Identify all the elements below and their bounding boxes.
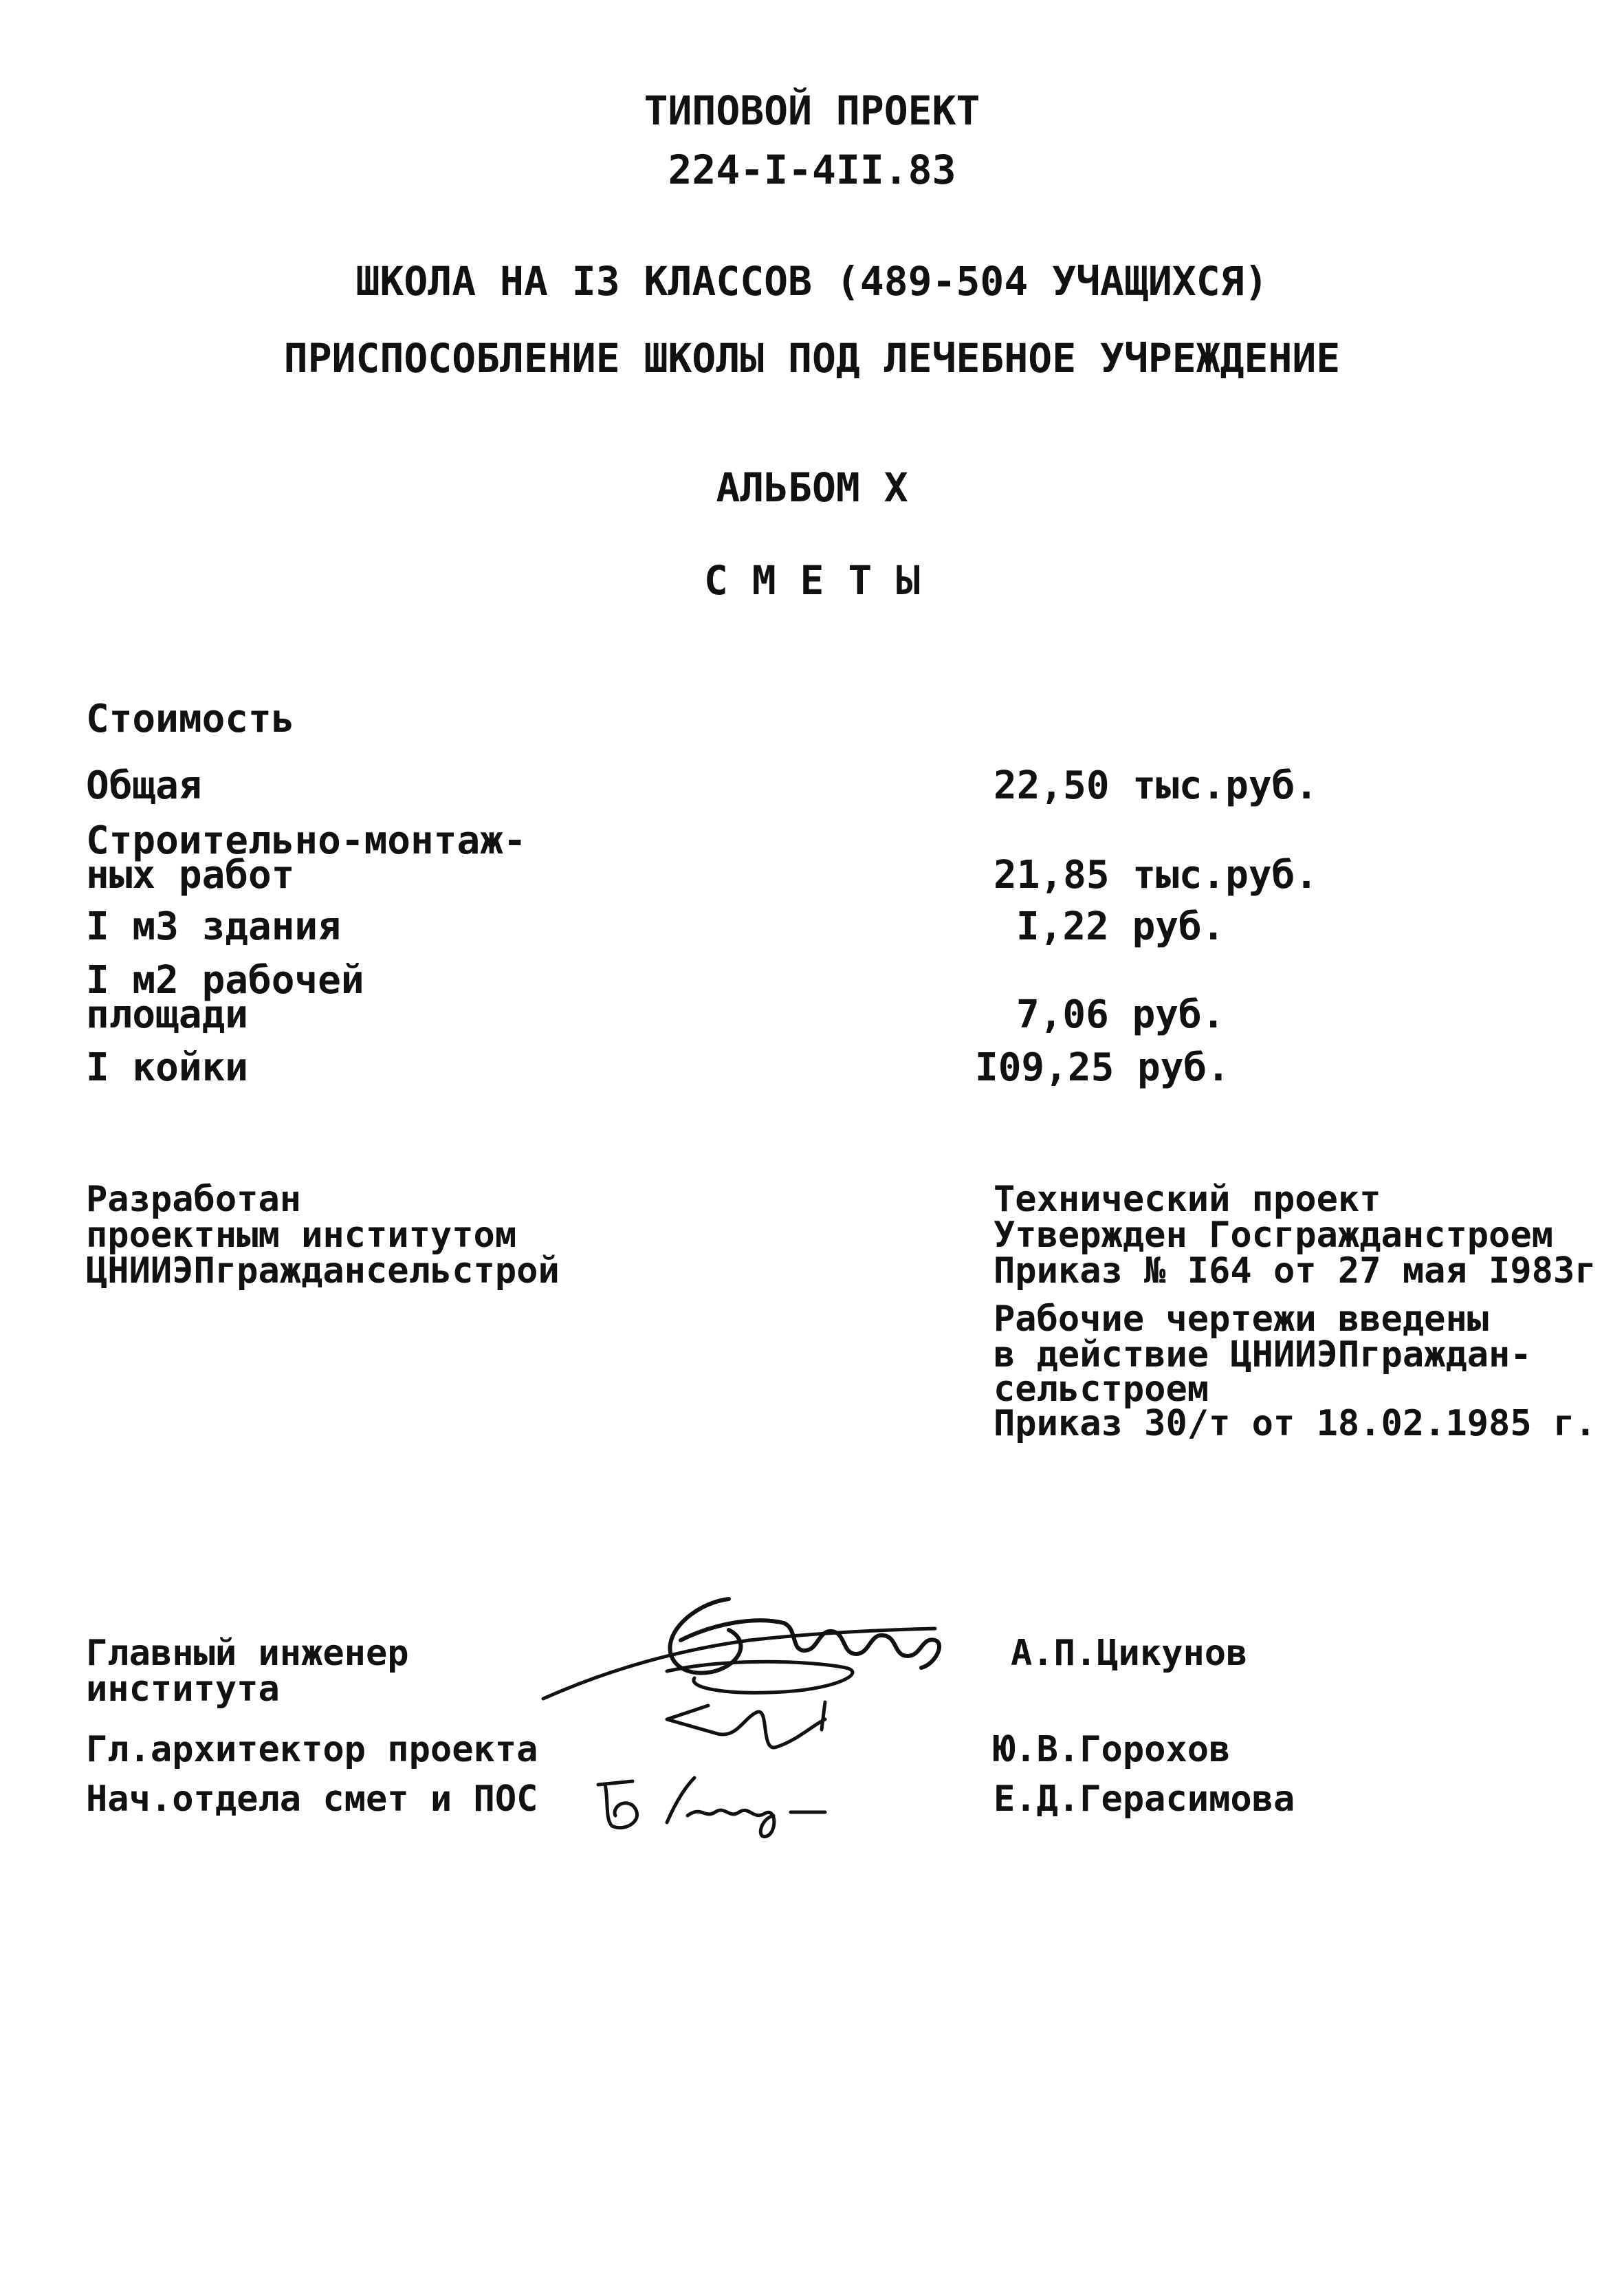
cost-row-label: Строительно-монтаж- bbox=[86, 818, 527, 863]
approval-line7: Приказ 30/т от 18.02.1985 г. bbox=[994, 1403, 1596, 1444]
approval-line1: Технический проект bbox=[994, 1179, 1381, 1220]
cost-row-value: I09,25 руб. bbox=[975, 1045, 1230, 1090]
cost-row-label: I койки bbox=[86, 1045, 249, 1090]
album-label: АЛЬБОМ X bbox=[716, 464, 908, 511]
cost-row-label: I м2 рабочей bbox=[86, 958, 364, 1003]
cost-row-value: 21,85 тыс.руб. bbox=[994, 853, 1319, 897]
developer-line1: Разработан bbox=[86, 1179, 302, 1220]
project-number: 224-I-4II.83 bbox=[668, 146, 956, 193]
document-title-line1: ШКОЛА НА I3 КЛАССОВ (489-504 УЧАЩИХСЯ) bbox=[355, 258, 1269, 305]
document-title-line2: ПРИСПОСОБЛЕНИЕ ШКОЛЫ ПОД ЛЕЧЕБНОЕ УЧРЕЖДЕНИЕ bbox=[283, 335, 1341, 382]
approval-line5: в действие ЦНИИЭПграждан- bbox=[994, 1334, 1532, 1375]
signatory-role-1: Главный инженер bbox=[86, 1633, 409, 1674]
cost-row-label: I м3 здания bbox=[86, 904, 341, 949]
document-type: ТИПОВОЙ ПРОЕКТ bbox=[644, 87, 980, 134]
cost-row-value: 7,06 руб. bbox=[1016, 992, 1225, 1037]
signatory-name-3: Е.Д.Герасимова bbox=[994, 1778, 1295, 1820]
cost-row-label-cont: ных работ bbox=[86, 853, 295, 897]
approval-line2: Утвержден Госгражданстроем bbox=[994, 1215, 1553, 1256]
cost-row-value: I,22 руб. bbox=[1016, 904, 1225, 949]
handwritten-signature-3 bbox=[584, 1757, 859, 1847]
approval-line6: сельстроем bbox=[994, 1369, 1209, 1410]
cost-row-value: 22,50 тыс.руб. bbox=[994, 763, 1319, 808]
cost-heading: Стоимость bbox=[86, 697, 295, 741]
signatory-name-1: А.П.Цикунов bbox=[1011, 1633, 1248, 1674]
signatory-role-3: Нач.отдела смет и ПОС bbox=[86, 1778, 538, 1820]
developer-line2: проектным институтом bbox=[86, 1215, 517, 1256]
signatory-role-1-cont: института bbox=[86, 1668, 280, 1710]
cost-row-label-cont: площади bbox=[86, 992, 249, 1037]
approval-line3: Приказ № I64 от 27 мая I983г bbox=[994, 1250, 1596, 1292]
developer-line3: ЦНИИЭПграждансельстрой bbox=[86, 1250, 560, 1292]
approval-line4: Рабочие чертежи введены bbox=[994, 1298, 1489, 1340]
signatory-name-2: Ю.В.Горохов bbox=[994, 1729, 1231, 1770]
signatory-role-2: Гл.архитектор проекта bbox=[86, 1729, 538, 1770]
cost-row-label: Общая bbox=[86, 763, 202, 808]
section-title: С М Е Т Ы bbox=[703, 557, 921, 604]
